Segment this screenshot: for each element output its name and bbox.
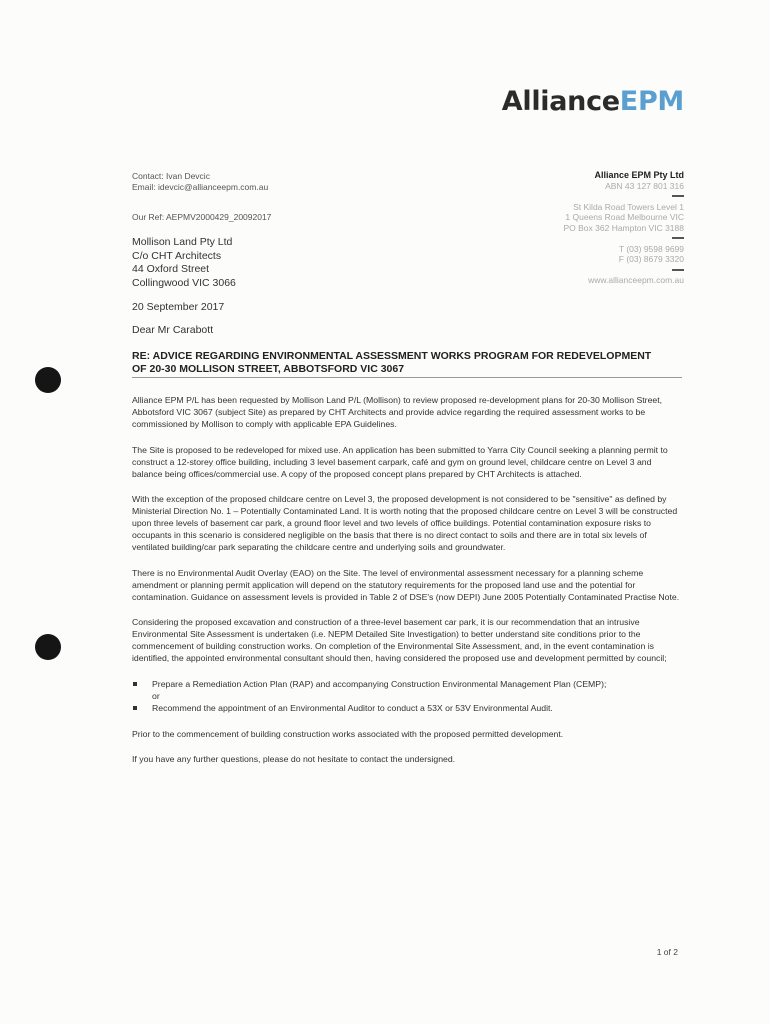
company-address: St Kilda Road Towers Level 1 <box>573 201 684 212</box>
subject-line: RE: ADVICE REGARDING ENVIRONMENTAL ASSESSMENT WORKS PROGRAM FOR REDEVELOPMENT OF 20-30 MOLLISON STREET, ABBOTSFORD VIC 3067 <box>132 350 682 378</box>
list-item: Recommend the appointment of an Environmental Auditor to conduct a 53X or 53V Environmental Audit. <box>132 702 680 714</box>
addressee-block <box>132 236 236 290</box>
page-number: 1 of 2 <box>656 947 678 957</box>
paragraph: The Site is proposed to be redeveloped for mixed use. An application has been submitted to Yarra City Council seeking a planning permit to construct a 12-storey office building, including 3 level basement carpark, café and gym on ground level, childcare centre on Level 3 and balance being offices/commercial use. A copy of the proposed concept plans prepared by CHT Architects is attached. <box>132 444 668 479</box>
separator <box>672 237 684 239</box>
company-address: 1 Queens Road Melbourne VIC <box>565 212 684 222</box>
punch-hole <box>35 634 61 660</box>
reference-number: Our Ref: AEPMV2000429_20092017 <box>132 212 272 222</box>
company-name: Alliance EPM Pty Ltd <box>594 170 684 180</box>
company-fax: F (03) 8679 3320 <box>618 254 684 264</box>
separator <box>672 269 684 271</box>
addressee-line: Collingwood VIC 3066 <box>132 276 236 289</box>
letter-date: 20 September 2017 <box>132 301 225 313</box>
addressee-line: 44 Oxford Street <box>132 263 210 275</box>
paragraph: Prior to the commencement of building construction works associated with the proposed permitted development. <box>132 728 564 739</box>
punch-hole <box>35 367 61 393</box>
separator <box>672 195 684 197</box>
company-address: PO Box 362 Hampton VIC 3188 <box>563 222 684 233</box>
addressee-line: C/o CHT Architects <box>132 249 222 262</box>
contact-email: Email: idevcic@allianceepm.com.au <box>132 182 269 192</box>
company-details <box>484 170 684 286</box>
company-phone: T (03) 9598 9699 <box>618 243 684 254</box>
list-item: Prepare a Remediation Action Plan (RAP) and accompanying Construction Environmental Management Plan (CEMP); <box>132 678 680 690</box>
list-connector: or <box>152 690 160 701</box>
letter-body <box>132 394 680 779</box>
paragraph: With the exception of the proposed childcare centre on Level 3, the proposed development is not considered to be "sensitive" as defined by Ministerial Direction No. 1 – Potentially Contaminated Land. It is worth noting that the proposed childcare centre on Level 3 will be constructed upon three levels of basement car park, a ground floor level and two levels of office buildings. Potential contamination exposure risks to occupants in this scenario is considered negligible on the basis that there is no direct contact to soils and there are in total six levels of ventilated building/car park separating the childcare centre and underlying soils and groundwater. <box>132 494 678 552</box>
paragraph: There is no Environmental Audit Overlay (EAO) on the Site. The level of environmental assessment necessary for a planning scheme amendment or planning permit application will depend on the statutory requirements for the proposed land use and the potential for contamination. Guidance on assessment levels is provided in Table 2 of DSE's (now DEPI) June 2005 Potentially Contaminated Practise Note. <box>132 567 680 602</box>
company-website: www.allianceepm.com.au <box>588 275 684 285</box>
brand-logo: AllianceEPM <box>501 86 684 117</box>
company-abn: ABN 43 127 801 316 <box>605 180 684 191</box>
recommendation-list <box>132 678 680 714</box>
paragraph: Considering the proposed excavation and construction of a three-level basement car park, it is our recommendation that an intrusive Environmental Site Assessment is undertaken (i.e. NEPM Detailed Site Investigation) to better understand site conditions prior to the commencement of building construction works. On completion of the Environmental Site Assessment, and, in the event contamination is identified, the appointed environmental consultant should then, having considered the proposed use and development permitted by council; <box>132 617 667 663</box>
contact-block <box>132 171 268 193</box>
addressee-line: Mollison Land Pty Ltd <box>132 236 233 248</box>
contact-name: Contact: Ivan Devcic <box>132 171 210 181</box>
salutation: Dear Mr Carabott <box>132 324 214 336</box>
paragraph: Alliance EPM P/L has been requested by Mollison Land P/L (Mollison) to review proposed re-development plans for 20-30 Mollison Street, Abbotsford VIC 3067 (subject Site) as prepared by CHT Architects and provide advice regarding the required assessment works to be commissioned by Mollison to comply with applicable EPA Guidelines. <box>132 395 663 429</box>
paragraph: If you have any further questions, please do not hesitate to contact the undersigned. <box>132 754 456 764</box>
